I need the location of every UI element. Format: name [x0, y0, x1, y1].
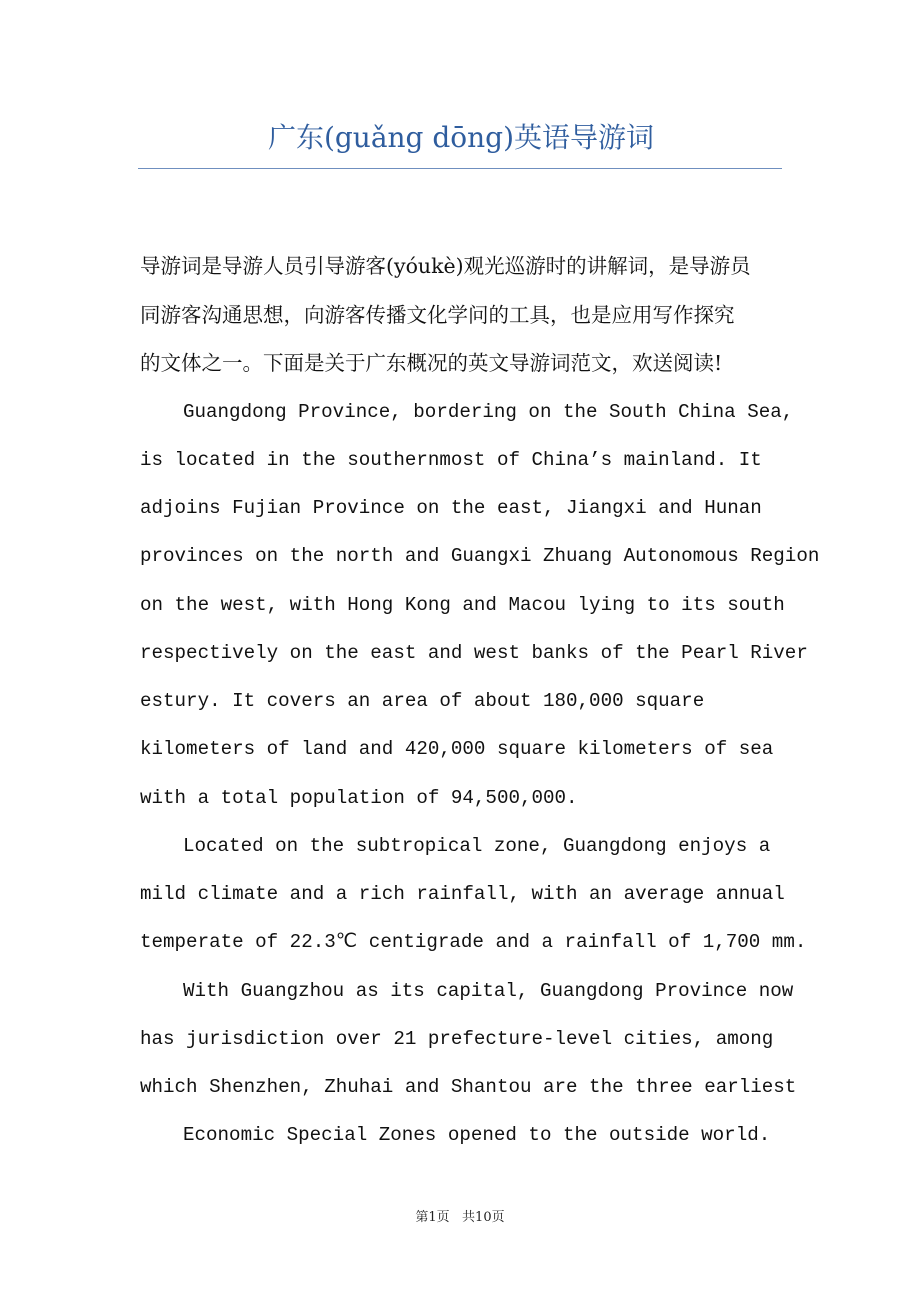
text-line: is located in the southernmost of China’s mainland. It	[140, 448, 762, 471]
text-line: on the west, with Hong Kong and Macou lying to its south	[140, 593, 785, 616]
document-title: 广东(guǎng dōng)英语导游词	[267, 121, 655, 154]
text-line: Economic Special Zones opened to the outside world.	[183, 1124, 771, 1147]
document-body	[140, 242, 820, 1160]
intro-line: 的文体之一。下面是关于广东概况的英文导游词范文，欢送阅读!	[140, 351, 723, 375]
text-line: temperate of 22.3℃ centigrade and a rainfall of 1,700 mm.	[140, 931, 807, 954]
text-line: kilometers of land and 420,000 square kilometers of sea	[140, 738, 774, 761]
text-line: estury. It covers an area of about 180,000 square	[140, 690, 705, 712]
intro-line: 同游客沟通思想，向游客传播文化学问的工具，也是应用写作探究	[140, 302, 735, 327]
page-number-footer: 第1页 共10页	[415, 1210, 505, 1225]
text-line: Located on the subtropical zone, Guangdong enjoys a	[183, 834, 771, 857]
intro-line: 导游词是导游人员引导游客(yóukè)观光巡游时的讲解词，是导游员	[140, 254, 751, 278]
text-line: Guangdong Province, bordering on the South China Sea,	[183, 400, 794, 423]
text-line: respectively on the east and west banks of the Pearl River	[140, 641, 808, 664]
text-line: with a total population of 94,500,000.	[140, 786, 578, 809]
paragraph-climate	[140, 822, 807, 967]
text-line: has jurisdiction over 21 prefecture-level cities, among	[140, 1027, 774, 1050]
intro-paragraph	[140, 242, 790, 388]
paragraph-geography	[140, 388, 820, 822]
title-underline	[138, 168, 782, 169]
text-line: mild climate and a rich rainfall, with an average annual	[140, 883, 785, 905]
text-line: adjoins Fujian Province on the east, Jiangxi and Hunan	[140, 497, 762, 519]
text-line: With Guangzhou as its capital, Guangdong Province now	[183, 979, 794, 1002]
paragraph-administration	[140, 967, 797, 1160]
text-line: provinces on the north and Guangxi Zhuang Autonomous Region	[140, 545, 820, 568]
text-line: which Shenzhen, Zhuhai and Shantou are the three earliest	[140, 1076, 797, 1098]
